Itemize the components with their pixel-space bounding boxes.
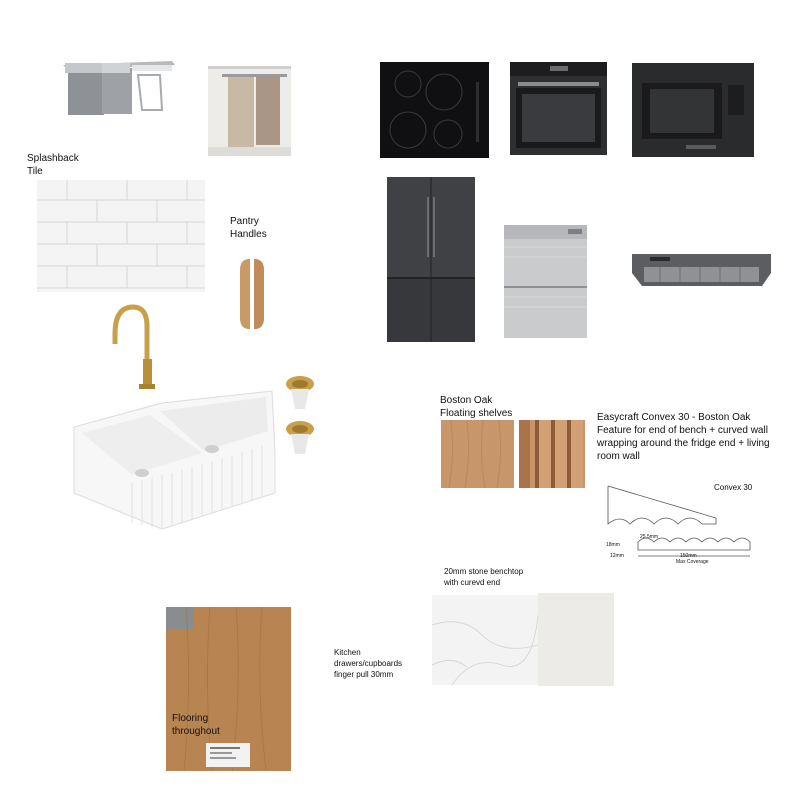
splashback-label: Splashback Tile <box>27 153 79 177</box>
white-cabinet-swatch <box>538 593 614 686</box>
induction-cooktop-image <box>380 62 489 158</box>
stone-benchtop-swatch <box>432 595 538 685</box>
boston-oak-label: Boston Oak Floating shelves <box>440 395 513 419</box>
dishwasher-drawer-image <box>504 225 587 338</box>
brass-drain-lower-image <box>285 420 315 456</box>
waste-bin-image <box>60 55 178 120</box>
french-door-fridge-image <box>387 177 475 342</box>
profile-dim-width: 150mm <box>680 553 697 559</box>
flooring-sample <box>166 607 291 771</box>
microwave-image <box>632 63 754 157</box>
subway-tile-image <box>37 180 205 292</box>
profile-title: Convex 30 <box>714 483 753 492</box>
rangehood-image <box>630 253 773 287</box>
boston-oak-swatch <box>441 420 514 488</box>
profile-dim-cover: Max Coverage <box>676 559 709 565</box>
profile-dim-top: 25.5mm <box>640 534 659 540</box>
brass-drain-upper-image <box>285 375 315 411</box>
profile-dim-left-upper: 18mm <box>606 542 620 548</box>
brass-tap-image <box>105 304 160 390</box>
pantry-handles-label: Pantry Handles <box>230 216 267 240</box>
wall-oven-image <box>510 62 607 155</box>
towel-rail-image <box>208 52 291 156</box>
double-butler-sink-image <box>72 383 277 530</box>
pantry-handles-image <box>238 258 266 330</box>
profile-dim-left-lower: 12mm <box>610 553 624 559</box>
benchtop-label: 20mm stone benchtop with curevd end <box>444 567 524 587</box>
easycraft-label: Easycraft Convex 30 - Boston Oak Feature for end of bench + curved wall wrapping around the fridge end + living room wall <box>597 412 770 462</box>
kitchen-drawers-label: Kitchen drawers/cupboards finger pull 30mm <box>334 648 403 679</box>
convex-panel-swatch <box>519 420 585 488</box>
flooring-label: Flooring throughout <box>172 713 220 737</box>
